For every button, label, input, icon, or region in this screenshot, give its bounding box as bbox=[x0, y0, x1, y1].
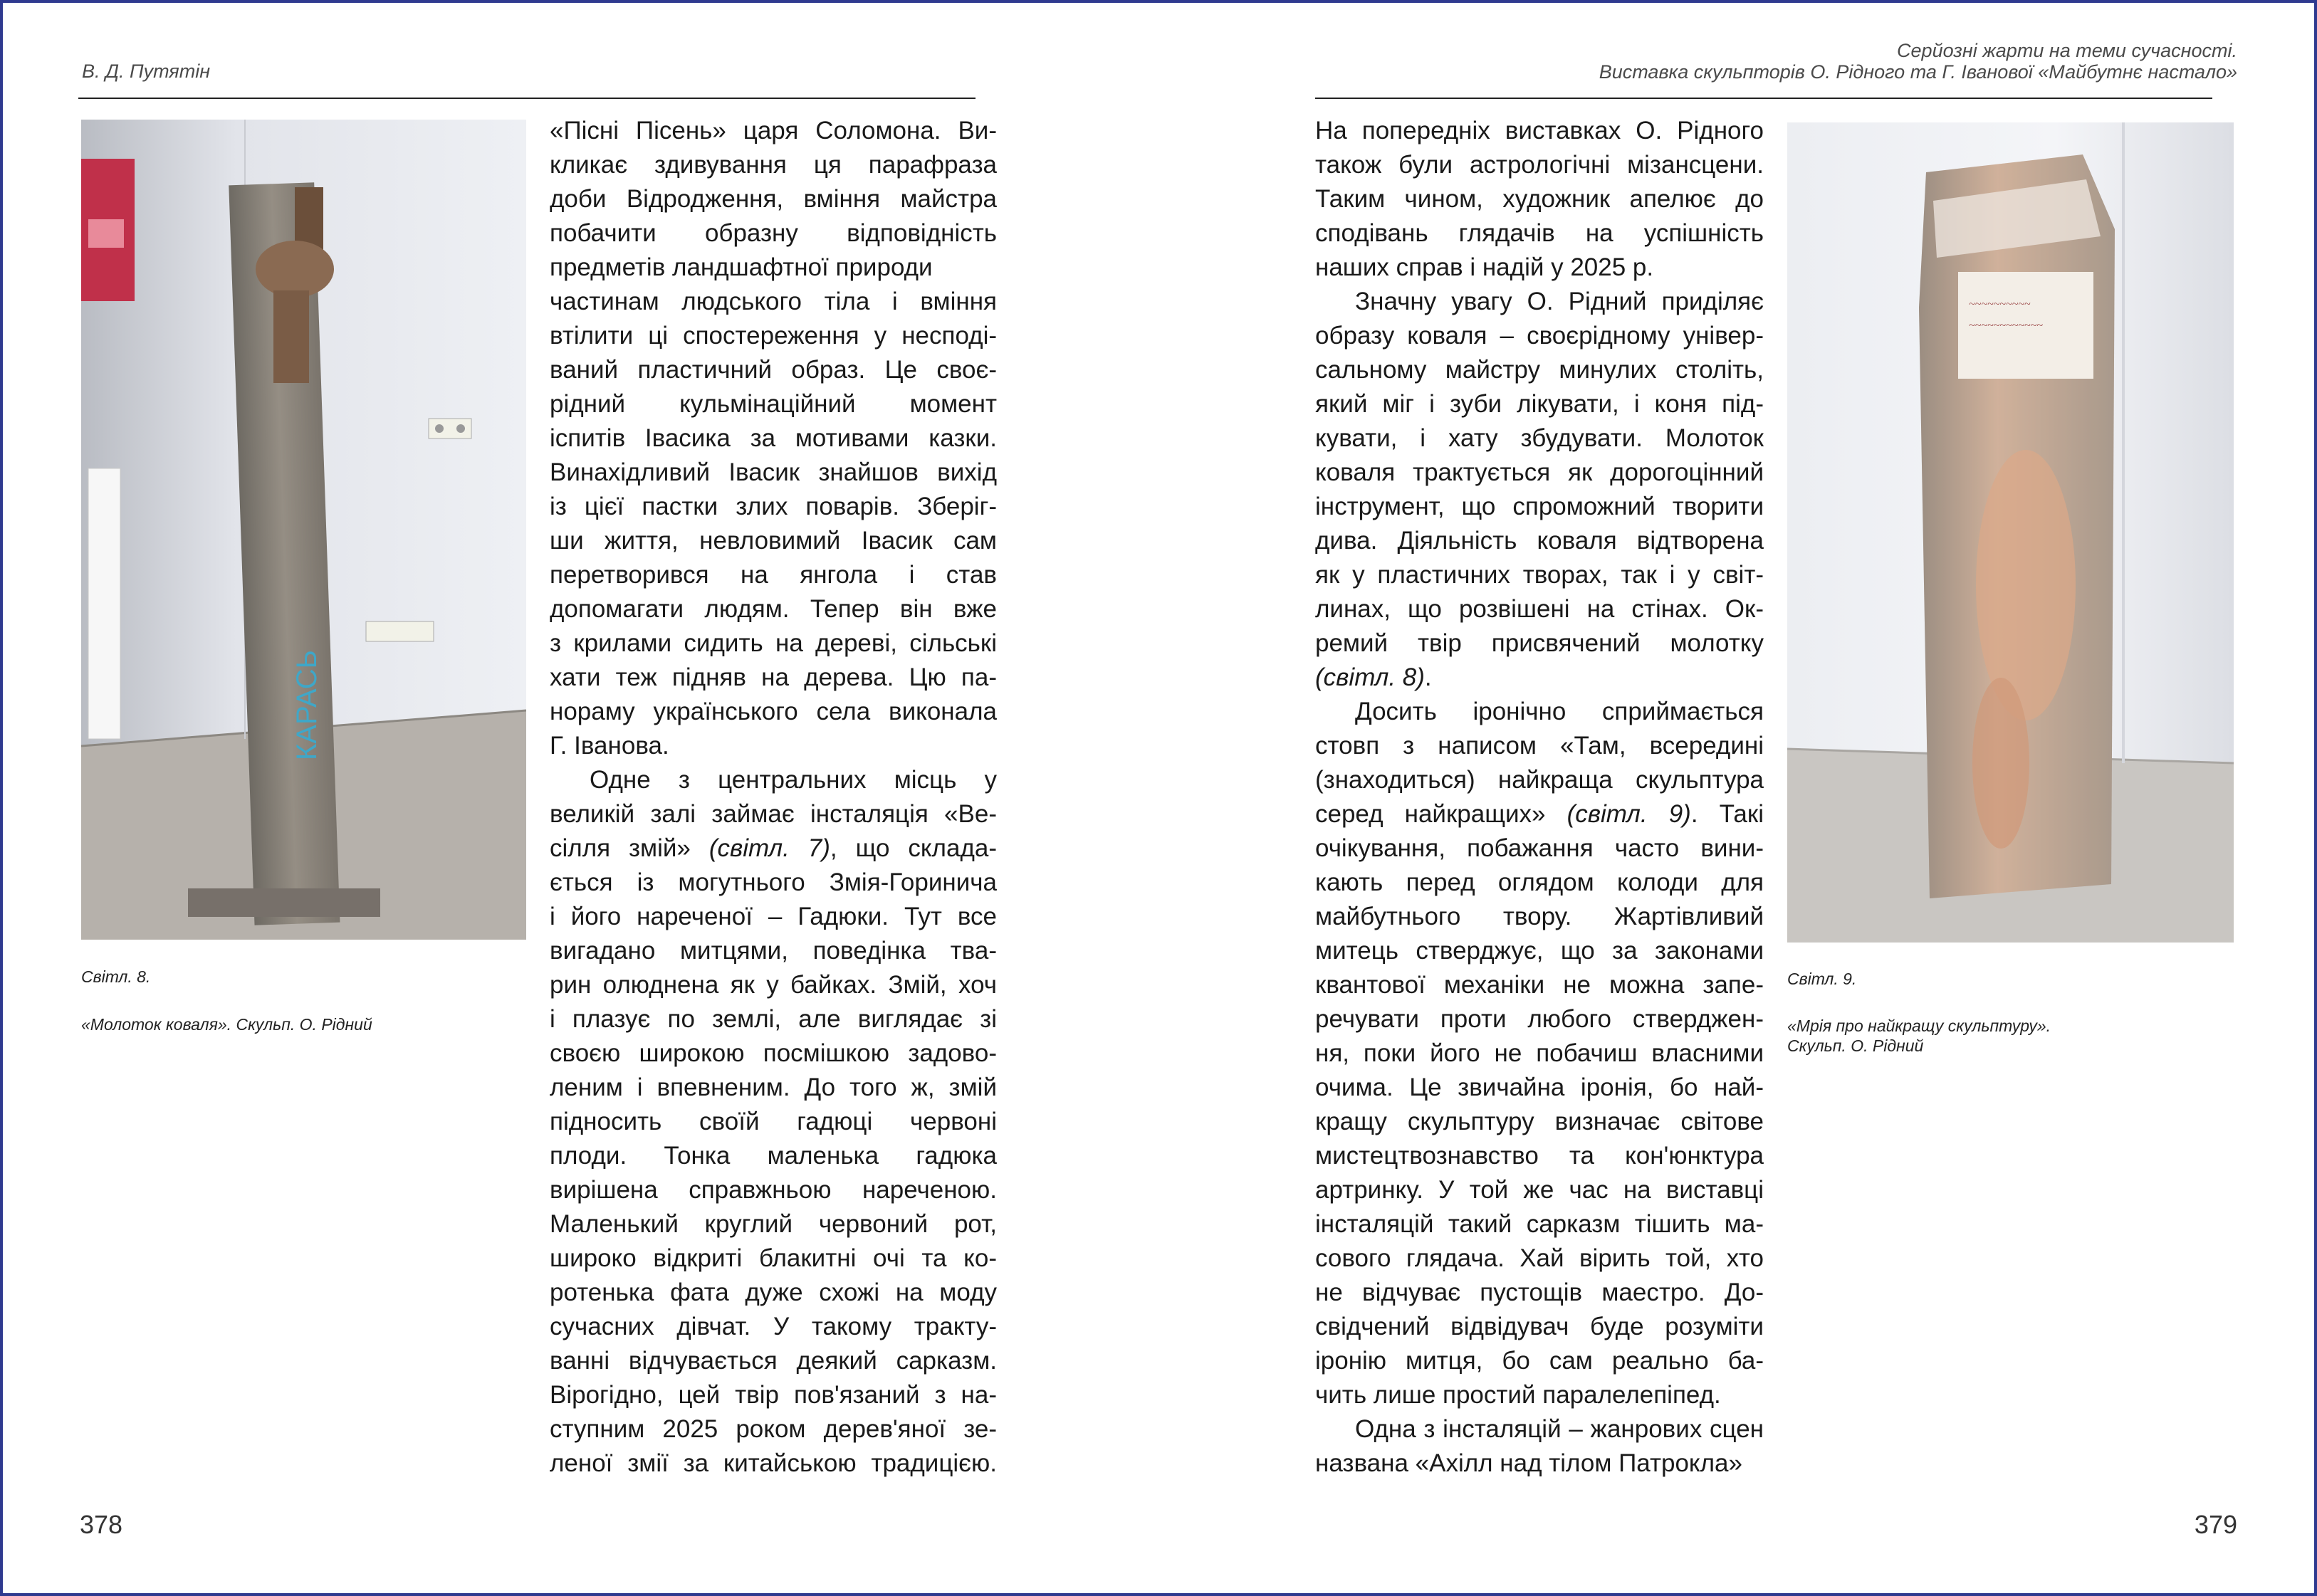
figure-8-number: Світл. 8. bbox=[81, 967, 151, 986]
text-line: допомагати людям. Тепер він вже bbox=[550, 595, 997, 623]
text-line: ремий твір присвячений молотку bbox=[1315, 629, 1764, 657]
running-head-title bbox=[1599, 40, 2237, 83]
figure-9-number: Світл. 9. bbox=[1787, 970, 1857, 988]
text-line: кувати, і хату збудувати. Молоток bbox=[1315, 424, 1764, 452]
text-line: наших справ і надій у 2025 р. bbox=[1315, 253, 1654, 281]
text-line: вирішена справжньою нареченою. bbox=[550, 1176, 997, 1204]
text-line: мистецтвознавство та кон'юнктура bbox=[1315, 1142, 1764, 1170]
text-span: , що склада- bbox=[830, 834, 997, 862]
text-line: Вірогідно, цей твір пов'язаний з на- bbox=[550, 1381, 997, 1409]
text-line bbox=[1315, 661, 1764, 695]
text-line: інсталяцій такий сарказм тішить ма- bbox=[1315, 1210, 1764, 1238]
text-line: квантової механіки не можна запе- bbox=[1315, 971, 1764, 999]
text-line: втілити ці спостереження у несподі- bbox=[550, 322, 997, 350]
text-line: майбутнього твору. Жартівливий bbox=[1315, 903, 1764, 930]
text-line: Г. Іванова. bbox=[550, 732, 669, 760]
text-line: Одна з інсталяцій – жанрових сцен bbox=[1355, 1415, 1764, 1443]
text-line: нораму українського села виконала bbox=[550, 698, 997, 725]
text-line: частинам людського тіла і вміння bbox=[550, 288, 997, 315]
text-line: побачити образну відповідність bbox=[550, 219, 997, 247]
page-378 bbox=[0, 0, 1158, 1596]
text-line: «Пісні Пісень» царя Соломона. Ви- bbox=[550, 117, 997, 145]
text-line: Значну увагу О. Рідний приділяє bbox=[1355, 288, 1764, 315]
text-line: коваля трактується як дорогоцінний bbox=[1315, 458, 1764, 486]
text-line: хати теж підняв на дерева. Цю па- bbox=[550, 663, 997, 691]
text-line: плоди. Тонка маленька гадюка bbox=[550, 1142, 997, 1170]
text-line: ступним 2025 роком дерев'яної зе- bbox=[550, 1415, 997, 1443]
text-line: іронію митця, бо сам реально ба- bbox=[1315, 1347, 1764, 1375]
caption-line: «Мрія про найкращу скульптуру». bbox=[1787, 1017, 2051, 1035]
text-line: ванні відчувається деякий сарказм. bbox=[550, 1347, 997, 1375]
text-line: ня, поки його не побачиш власними bbox=[1315, 1039, 1764, 1067]
text-line: стовп з написом «Там, всередині bbox=[1315, 732, 1764, 760]
text-line: линах, що розвішені на стінах. Ок- bbox=[1315, 595, 1764, 623]
text-line: також були астрологічні мізансцени. bbox=[1315, 151, 1764, 179]
text-line: образу коваля – своєрідному універ- bbox=[1315, 322, 1764, 350]
text-line bbox=[1315, 797, 1764, 831]
text-line: із цієї пастки злих поварів. Зберіг- bbox=[550, 493, 997, 520]
svg-text:~~~~~~~~~~: ~~~~~~~~~~ bbox=[1969, 298, 2031, 310]
text-line: очікування, побажання часто вини- bbox=[1315, 834, 1764, 862]
text-line: Досить іронічно сприймається bbox=[1355, 698, 1764, 725]
text-line: ши життя, невловимий Івасик сам bbox=[550, 527, 997, 555]
text-line: іспитів Івасика за мотивами казки. bbox=[550, 424, 997, 452]
text-line: ротенька фата дуже схожі на моду bbox=[550, 1279, 997, 1306]
text-line: не відчуває пустощів маестро. До- bbox=[1315, 1279, 1764, 1306]
header-rule bbox=[78, 98, 976, 99]
text-line: речувати проти любого стверджен- bbox=[1315, 1005, 1764, 1033]
text-line bbox=[550, 831, 997, 866]
figure-reference: (світл. 9) bbox=[1567, 800, 1691, 828]
svg-text:КАРАСЬ: КАРАСЬ bbox=[291, 650, 323, 760]
figure-reference: (світл. 8) bbox=[1315, 663, 1425, 691]
figure-9-caption bbox=[1787, 1016, 2186, 1056]
text-line: кращу скульптуру визначає світове bbox=[1315, 1108, 1764, 1135]
text-line: сальному майстру минулих століть, bbox=[1315, 356, 1764, 384]
text-line: перетворився на янгола і став bbox=[550, 561, 997, 589]
text-line: широко відкриті блакитні очі та ко- bbox=[550, 1244, 997, 1272]
text-line: і його нареченої – Гадюки. Тут все bbox=[550, 903, 997, 930]
text-line: сучасних дівчат. У такому тракту- bbox=[550, 1313, 997, 1340]
text-line: свідчений відвідувач буде розуміти bbox=[1315, 1313, 1764, 1340]
text-span: . Такі bbox=[1690, 800, 1764, 828]
text-line: предметів ландшафтної природи bbox=[550, 253, 933, 281]
running-head-author: В. Д. Путятін bbox=[82, 61, 211, 82]
text-line: кають перед оглядом колоди для bbox=[1315, 868, 1764, 896]
figure-9-photo bbox=[1787, 122, 2234, 943]
running-head-line: Виставка скульпторів О. Рідного та Г. Іванової «Майбутнє настало» bbox=[1599, 61, 2237, 83]
text-line: як у пластичних творах, так і у світ- bbox=[1315, 561, 1764, 589]
text-line: підносить своїй гадюці червоні bbox=[550, 1108, 997, 1135]
text-span: . bbox=[1424, 663, 1432, 691]
text-line: ваний пластичний образ. Це своє- bbox=[550, 356, 997, 384]
running-head-line: Серйозні жарти на теми сучасності. bbox=[1897, 40, 2237, 61]
text-line: ється із могутнього Змія-Горинича bbox=[550, 868, 997, 896]
text-line: Винахідливий Івасик знайшов вихід bbox=[550, 458, 997, 486]
text-span: сілля змій» bbox=[550, 834, 691, 862]
text-line: названа «Ахілл над тілом Патрокла» bbox=[1315, 1449, 1742, 1477]
text-line: інструмент, що спроможний творити bbox=[1315, 493, 1764, 520]
figure-reference: (світл. 7) bbox=[708, 834, 830, 862]
text-line: (знаходиться) найкраща скульптура bbox=[1315, 766, 1764, 794]
text-line: леної змії за китайською традицією. bbox=[550, 1449, 997, 1477]
text-line: сподівань глядачів на успішність bbox=[1315, 219, 1764, 247]
text-line: чить лише простий паралелепіпед. bbox=[1315, 1381, 1721, 1409]
text-line: і плазує по землі, але виглядає зі bbox=[550, 1005, 997, 1033]
text-line: своєю широкою посмішкою задово- bbox=[550, 1039, 997, 1067]
text-line: з крилами сидить на дереві, сільські bbox=[550, 629, 997, 657]
page-number: 378 bbox=[80, 1510, 123, 1539]
text-line: Маленький круглий червоний рот, bbox=[550, 1210, 997, 1238]
figure-8-caption: «Молоток коваля». Скульп. О. Рідний bbox=[81, 1015, 372, 1034]
svg-text:~~~~~~~~~~~~: ~~~~~~~~~~~~ bbox=[1969, 320, 2043, 332]
figure-8-photo bbox=[81, 120, 526, 940]
right-body-text bbox=[1315, 114, 1764, 1481]
text-line: який міг і зуби лікувати, і коня під- bbox=[1315, 390, 1764, 418]
text-line: очима. Це звичайна іронія, бо най- bbox=[1315, 1073, 1764, 1101]
text-line: дива. Діяльність коваля відтворена bbox=[1315, 527, 1764, 555]
caption-line: Скульп. О. Рідний bbox=[1787, 1036, 1924, 1055]
text-line: сового глядача. Хай вірить той, хто bbox=[1315, 1244, 1764, 1272]
page-379 bbox=[1158, 0, 2317, 1596]
text-line: рідний кульмінаційний момент bbox=[550, 390, 997, 418]
text-line: великій залі займає інсталяція «Ве- bbox=[550, 800, 997, 828]
page-number: 379 bbox=[2194, 1510, 2237, 1539]
text-line: кликає здивування ця парафраза bbox=[550, 151, 997, 179]
text-span: серед найкращих» bbox=[1315, 800, 1546, 828]
header-rule bbox=[1315, 98, 2212, 99]
text-line: Таким чином, художник апелює до bbox=[1315, 185, 1764, 213]
text-line: вигадано митцями, поведінка тва- bbox=[550, 937, 997, 965]
text-line: Одне з центральних місць у bbox=[590, 766, 997, 794]
text-line: артринку. У той же час на виставці bbox=[1315, 1176, 1764, 1204]
text-line: доби Відродження, вміння майстра bbox=[550, 185, 997, 213]
text-line: леним і впевненим. До того ж, змій bbox=[550, 1073, 997, 1101]
left-body-text bbox=[550, 114, 997, 1481]
text-line: митець стверджує, що за законами bbox=[1315, 937, 1764, 965]
text-line: На попередніх виставках О. Рідного bbox=[1315, 117, 1764, 145]
text-line: рин олюднена як у байках. Змій, хоч bbox=[550, 971, 997, 999]
